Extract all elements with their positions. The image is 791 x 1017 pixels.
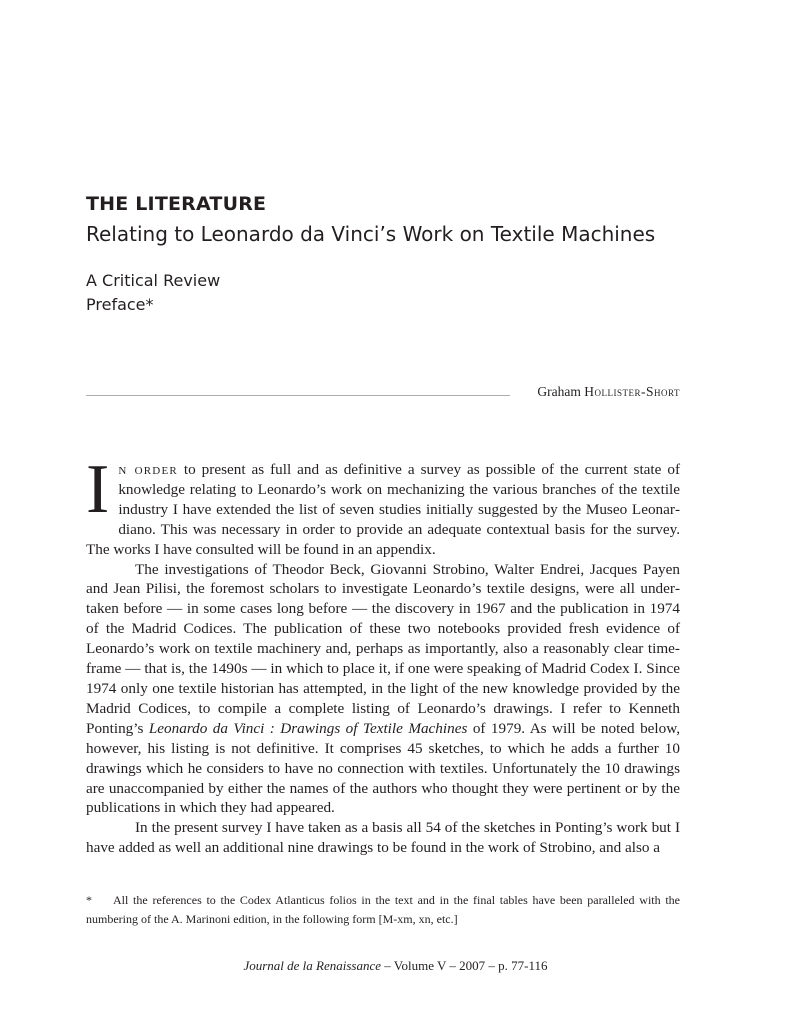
paragraph-1 (86, 451, 680, 560)
paragraph-2 (86, 560, 680, 819)
author-divider (86, 395, 510, 396)
paragraph-3 (86, 818, 680, 858)
drop-cap: I (86, 451, 110, 528)
author-last-name: Hollister-Short (584, 384, 680, 399)
preface-heading: Preface* (86, 295, 154, 314)
book-title: Leonardo da Vinci : Drawings of Textile Machines (148, 719, 468, 737)
paragraph-2-text: The investigations of Theodor Beck, Giovanni Strobino, Walter Endrei, Jacques Payen and Jean Pilisi, the foremost scholars to investigate Leonardo’s textile designs, were all undertaken before — in some cases long before — the discovery in 1967 and the publication in 1974 of the Madrid Codices. The publication of these two notebooks provided fresh evidence of Leonardo’s work on textile machinery and, perhaps as importantly, also a reasonably clear time-frame — that is, the 1490s — in which to place it, if one were speaking of Madrid Codex I. Since 1974 only one textile historian has attempted, in the light of the new knowledge provided by the Madrid Codices, to compile a complete listing of Leonardo’s drawings. I refer to Kenneth Ponting’s (86, 560, 680, 737)
paragraph-3-text: In the present survey I have taken as a basis all 54 of the sketches in Ponting’s work but I have added as well an additional nine drawings to be found in the work of Strobino, and also a (86, 819, 680, 857)
author-first-name: Graham (537, 384, 581, 399)
footnote (86, 891, 680, 929)
opening-words: n order (118, 461, 178, 478)
paragraph-2-rest: of 1979. As will be noted below, however, his listing is not definitive. It comprises 45 sketches, to which he adds a further 10 drawings which he considers to have no connection with textiles. Unfortunately the 10 drawings are unaccompanied by either the names of the authors who thought they were pertinent or by the publications in which they had appeared. (86, 719, 681, 817)
journal-details: – Volume V – 2007 – p. 77-116 (381, 958, 548, 973)
paragraph-1-text: to present as full and as definitive a survey as possible of the current state of knowledge relating to Leonardo’s work on mechanizing the various branches of the textile industry I have extended the list of seven studies initially suggested by the Museo Leonardiano. This was necessary in order to provide an adequate contextual basis for the survey. The works I have consulted will be found in an appendix. (86, 461, 680, 558)
section-heading: A Critical Review (86, 271, 221, 290)
journal-name: Journal de la Renaissance (243, 958, 382, 973)
article-subtitle: Relating to Leonardo da Vinci’s Work on Textile Machines (86, 222, 656, 246)
article-body (86, 451, 681, 858)
author-byline (537, 384, 680, 400)
page-footer (0, 958, 791, 974)
footnote-mark: * (86, 893, 92, 907)
footnote-text: All the references to the Codex Atlanticus folios in the text and in the final tables have been paralleled with the numbering of the A. Marinoni edition, in the following form [M-xm, xn, etc.] (86, 893, 680, 926)
article-title: THE LITERATURE (86, 193, 267, 215)
